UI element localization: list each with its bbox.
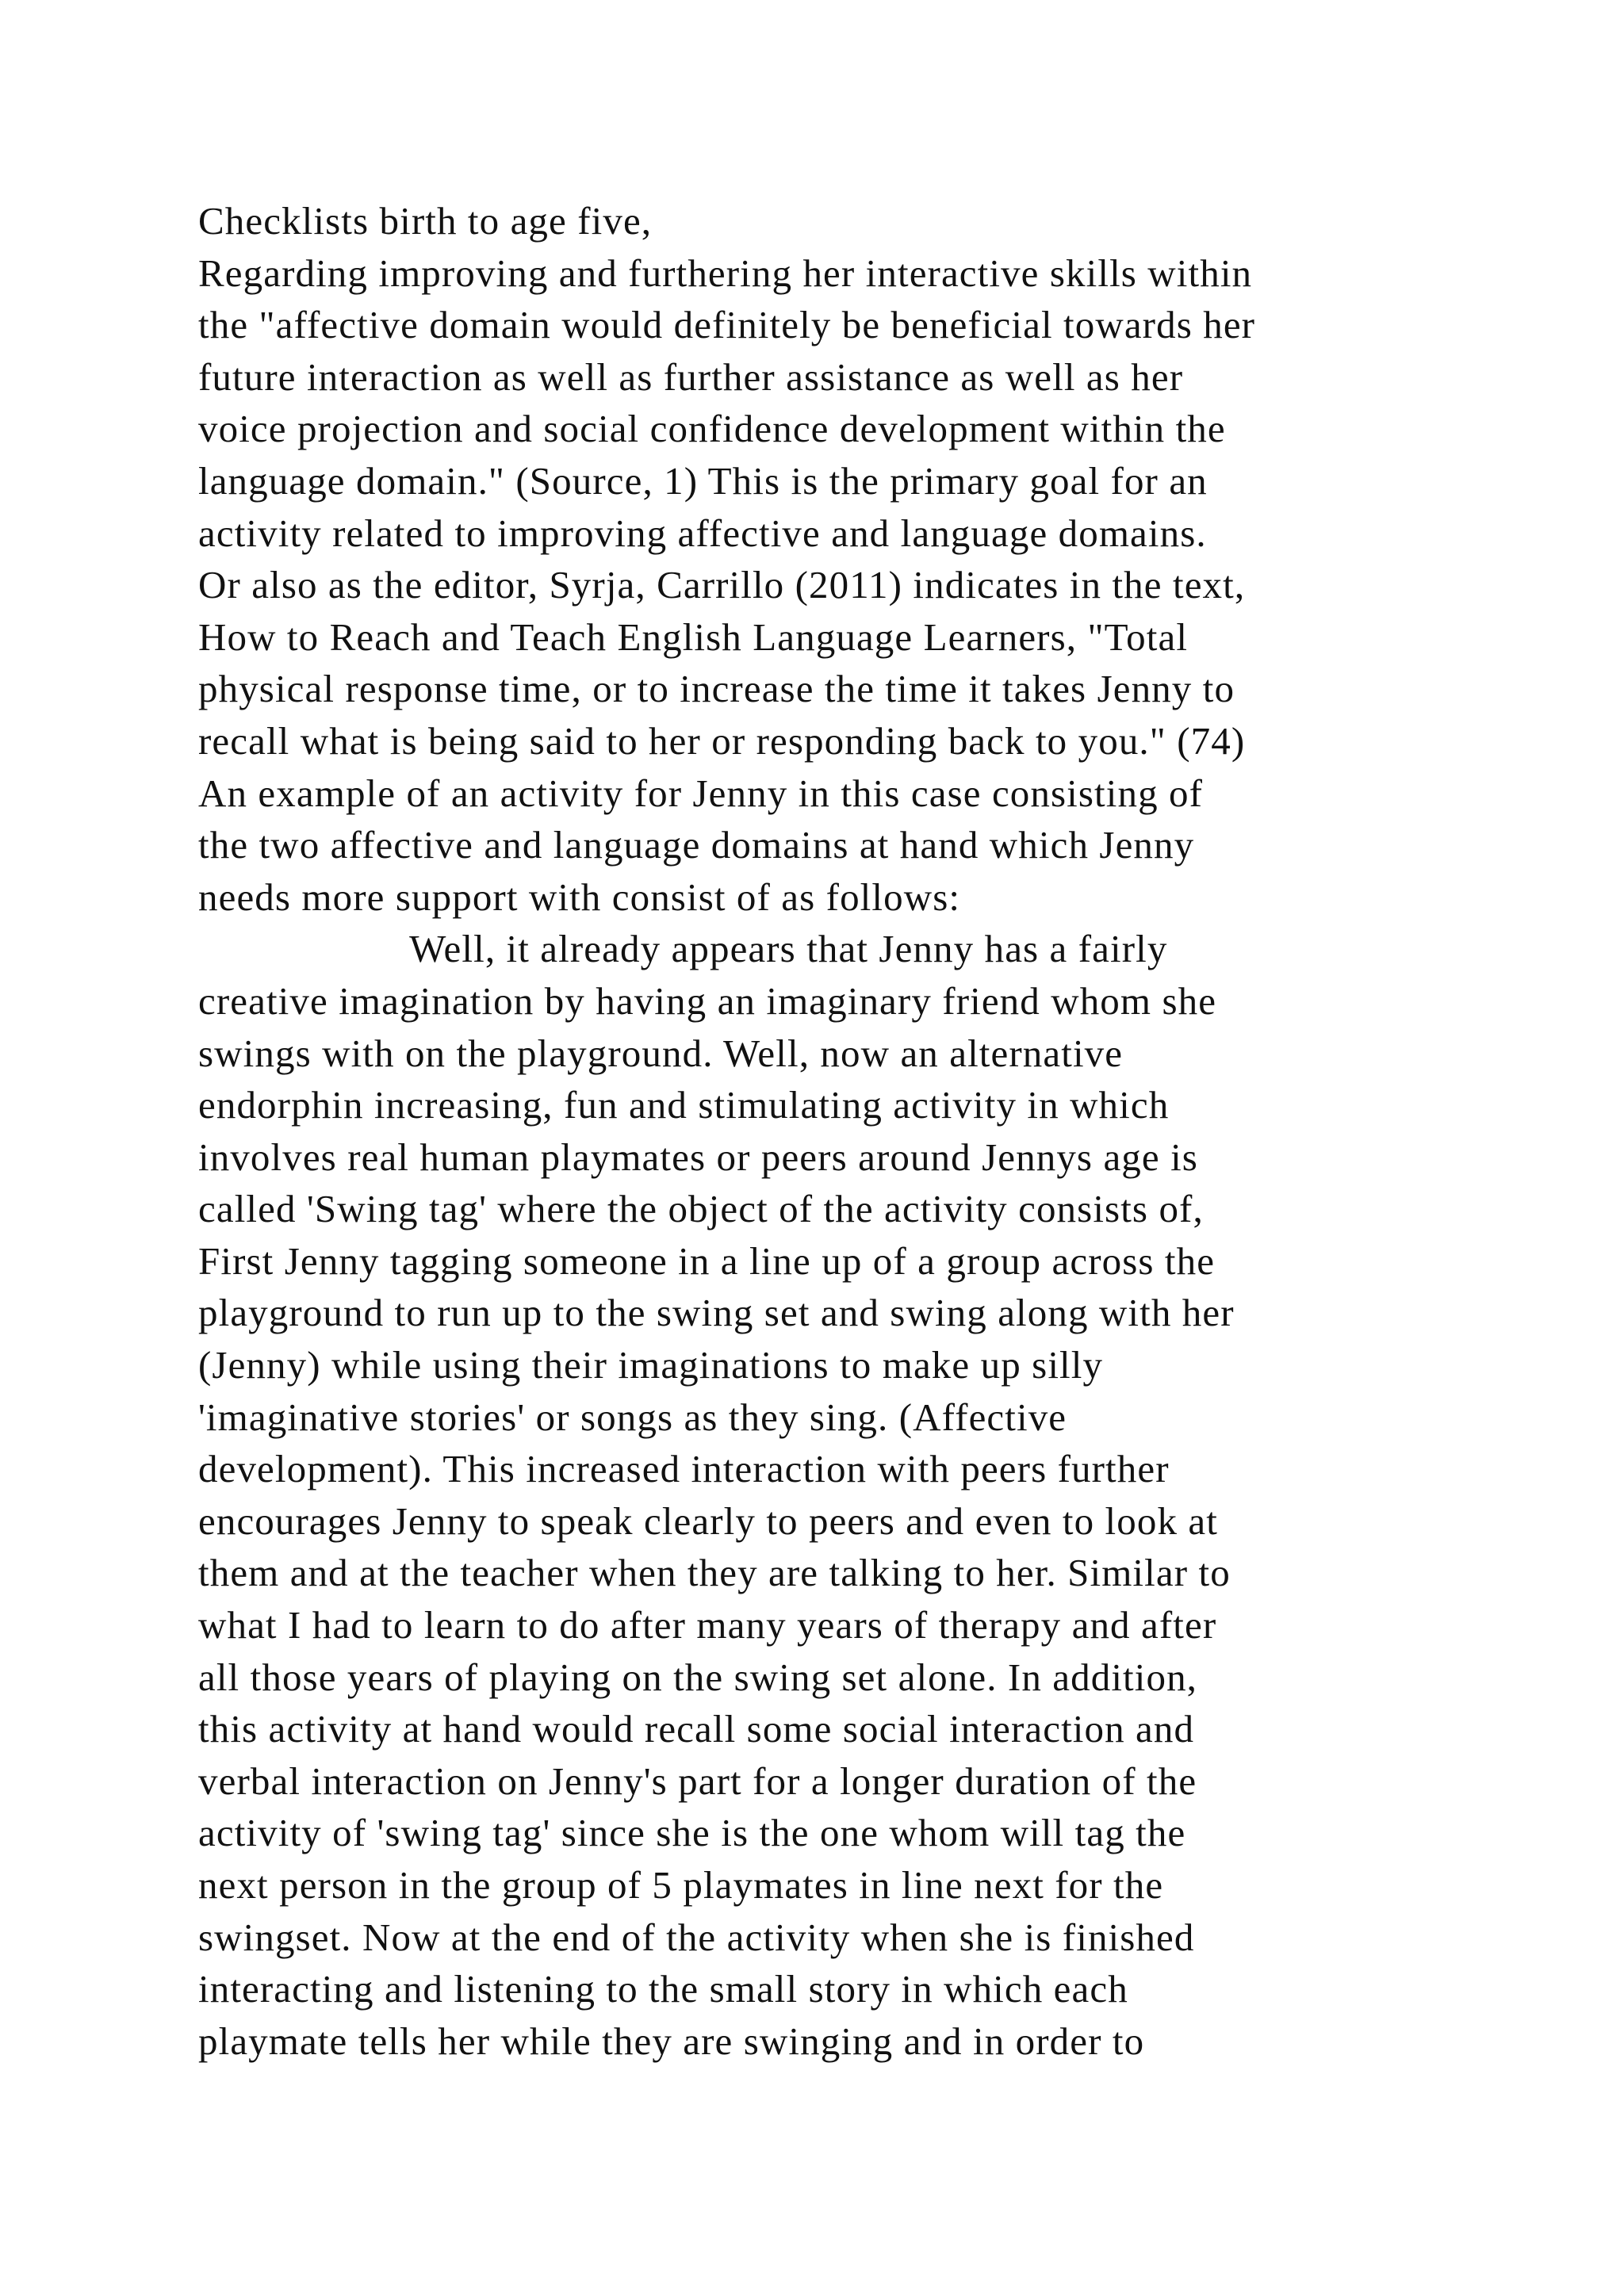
text-line: Regarding improving and furthering her interactive skills within — [198, 251, 1253, 295]
text-line: activity related to improving affective and language domains. — [198, 511, 1207, 555]
text-line: called 'Swing tag' where the object of the activity consists of, — [198, 1187, 1204, 1231]
text-line: Or also as the editor, Syrja, Carrillo (2011) indicates in the text, — [198, 563, 1246, 607]
text-line: How to Reach and Teach English Language Learners, "Total — [198, 614, 1189, 659]
text-line: interacting and listening to the small story in which each — [198, 1967, 1128, 2011]
text-line: next person in the group of 5 playmates in line next for the — [198, 1863, 1164, 1907]
text-line: swingset. Now at the end of the activity when she is finished — [198, 1915, 1195, 1959]
text-line: what I had to learn to do after many years of therapy and after — [198, 1603, 1217, 1647]
text-line: needs more support with consist of as follows: — [198, 874, 961, 919]
text-line: language domain." (Source, 1) This is the primary goal for an — [198, 458, 1208, 503]
text-line: playmate tells her while they are swinging and in order to — [198, 2019, 1145, 2063]
text-line: recall what is being said to her or responding back to you." (74) — [198, 718, 1246, 763]
text-line: physical response time, or to increase the time it takes Jenny to — [198, 667, 1235, 711]
text-line: Well, it already appears that Jenny has a fairly — [198, 927, 1168, 971]
text-line: voice projection and social confidence development within the — [198, 407, 1226, 451]
text-line: First Jenny tagging someone in a line up of a group across the — [198, 1238, 1216, 1283]
text-line: all those years of playing on the swing set alone. In addition, — [198, 1655, 1198, 1699]
text-line: activity of 'swing tag' since she is the one whom will tag the — [198, 1811, 1186, 1855]
text-line: endorphin increasing, fun and stimulating activity in which — [198, 1083, 1170, 1127]
text-line: An example of an activity for Jenny in this case consisting of — [198, 771, 1204, 815]
text-line: involves real human playmates or peers around Jennys age is — [198, 1135, 1198, 1179]
text-line: playground to run up to the swing set and swing along with her — [198, 1291, 1235, 1335]
body-text — [198, 195, 1507, 2067]
text-line: (Jenny) while using their imaginations to make up silly — [198, 1343, 1104, 1387]
text-line: this activity at hand would recall some social interaction and — [198, 1707, 1195, 1751]
text-line: 'imaginative stories' or songs as they sing. (Affective — [198, 1395, 1067, 1439]
text-line: encourages Jenny to speak clearly to peers and even to look at — [198, 1498, 1218, 1543]
text-line: development). This increased interaction with peers further — [198, 1447, 1170, 1491]
text-line: creative imagination by having an imaginary friend whom she — [198, 978, 1217, 1023]
text-line: them and at the teacher when they are talking to her. Similar to — [198, 1551, 1231, 1595]
text-line: swings with on the playground. Well, now an alternative — [198, 1031, 1124, 1075]
text-line: the two affective and language domains at hand which Jenny — [198, 823, 1195, 867]
text-line: Checklists birth to age five, — [198, 199, 653, 243]
text-line: verbal interaction on Jenny's part for a longer duration of the — [198, 1758, 1197, 1803]
text-line: the "affective domain would definitely be beneficial towards her — [198, 303, 1256, 347]
text-line: future interaction as well as further assistance as well as her — [198, 354, 1184, 399]
